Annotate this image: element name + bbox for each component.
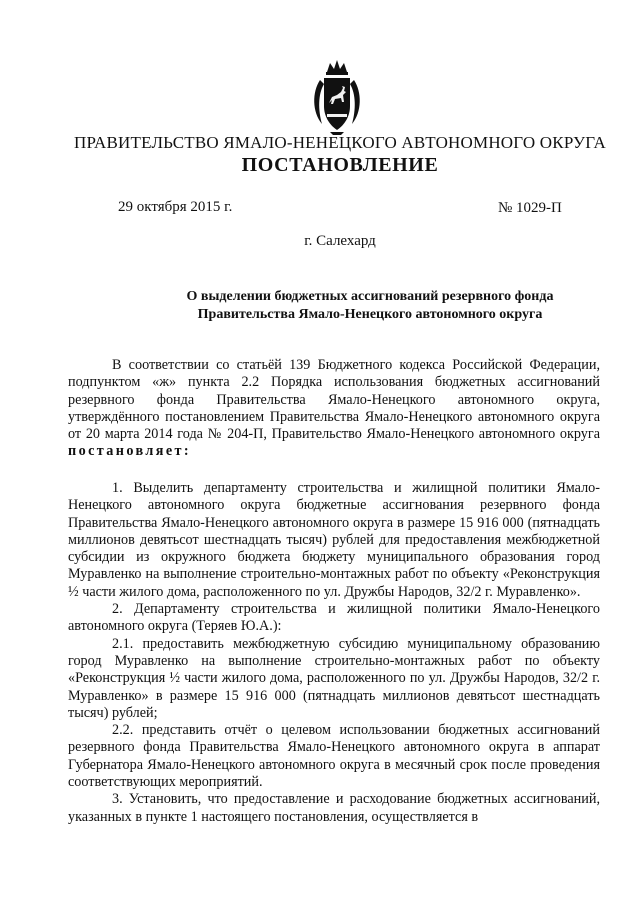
document-date: 29 октября 2015 г. (118, 199, 233, 215)
organization-name: ПРАВИТЕЛЬСТВО ЯМАЛО-НЕНЕЦКОГО АВТОНОМНОГО ОКРУГА (74, 133, 606, 152)
item-2-2: 2.2. представить отчёт о целевом использовании бюджетных ассигнований резервного фонда Правительства Ямало-Ненецкого автономного округа в аппарат Губернатора Ямало-Ненецкого автономного округа в месячный срок после проведения соответствующих мероприятий. (68, 722, 600, 791)
decree-items (68, 480, 600, 826)
document-city: г. Салехард (304, 233, 376, 249)
item-3: 3. Установить, что предоставление и расходование бюджетных ассигнований, указанных в пункте 1 настоящего постановления, осуществляется в (68, 791, 600, 825)
title-line-1: О выделении бюджетных ассигнований резервного фонда (186, 289, 554, 304)
document-number: № 1029-П (498, 200, 562, 216)
document-type: ПОСТАНОВЛЕНИЕ (241, 154, 439, 176)
item-2: 2. Департаменту строительства и жилищной политики Ямало-Ненецкого автономного округа (Теряев Ю.А.): (68, 601, 600, 635)
title-line-2: Правительства Ямало-Ненецкого автономного округа (197, 307, 543, 322)
coat-of-arms-emblem (310, 58, 364, 136)
document-title (60, 288, 640, 324)
decree-word: постановляет: (68, 443, 192, 460)
item-2-1: 2.1. предоставить межбюджетную субсидию муниципальному образованию город Муравленко на выполнение строительно-монтажных работ по объекту «Реконструкция ½ части жилого дома, расположенного по ул. Дружбы Народов, 32/2 г. Муравленко» в размере 15 916 000 (пятнадцать миллионов девятьсот шестнадцать тысяч) рублей; (68, 635, 600, 721)
item-1: 1. Выделить департаменту строительства и жилищной политики Ямало-Ненецкого автономного округа бюджетные ассигнования резервного фонда Правительства Ямало-Ненецкого автономного округа в размере 15 916 000 (пятнадцать миллионов девятьсот шестнадцать тысяч) рублей для предоставления межбюджетной субсидии из окружного бюджета бюджету муниципального образования город Муравленко на выполнение строительно-монтажных работ по объекту «Реконструкция ½ части жилого дома, расположенного по ул. Дружбы Народов, 32/2 г. Муравленко». (68, 480, 600, 600)
preamble-paragraph (68, 357, 600, 461)
preamble-text: В соответствии со статьёй 139 Бюджетного кодекса Российской Федерации, подпунктом «ж» пункта 2.2 Порядка использования бюджетных ассигнований резервного фонда Правительства Ямало-Ненецкого автономного округа, утверждённого постановлением Правительства Ямало-Ненецкого автономного округа от 20 марта 2014 года № 204-П, Правительство Ямало-Ненецкого автономного округа (68, 357, 600, 443)
